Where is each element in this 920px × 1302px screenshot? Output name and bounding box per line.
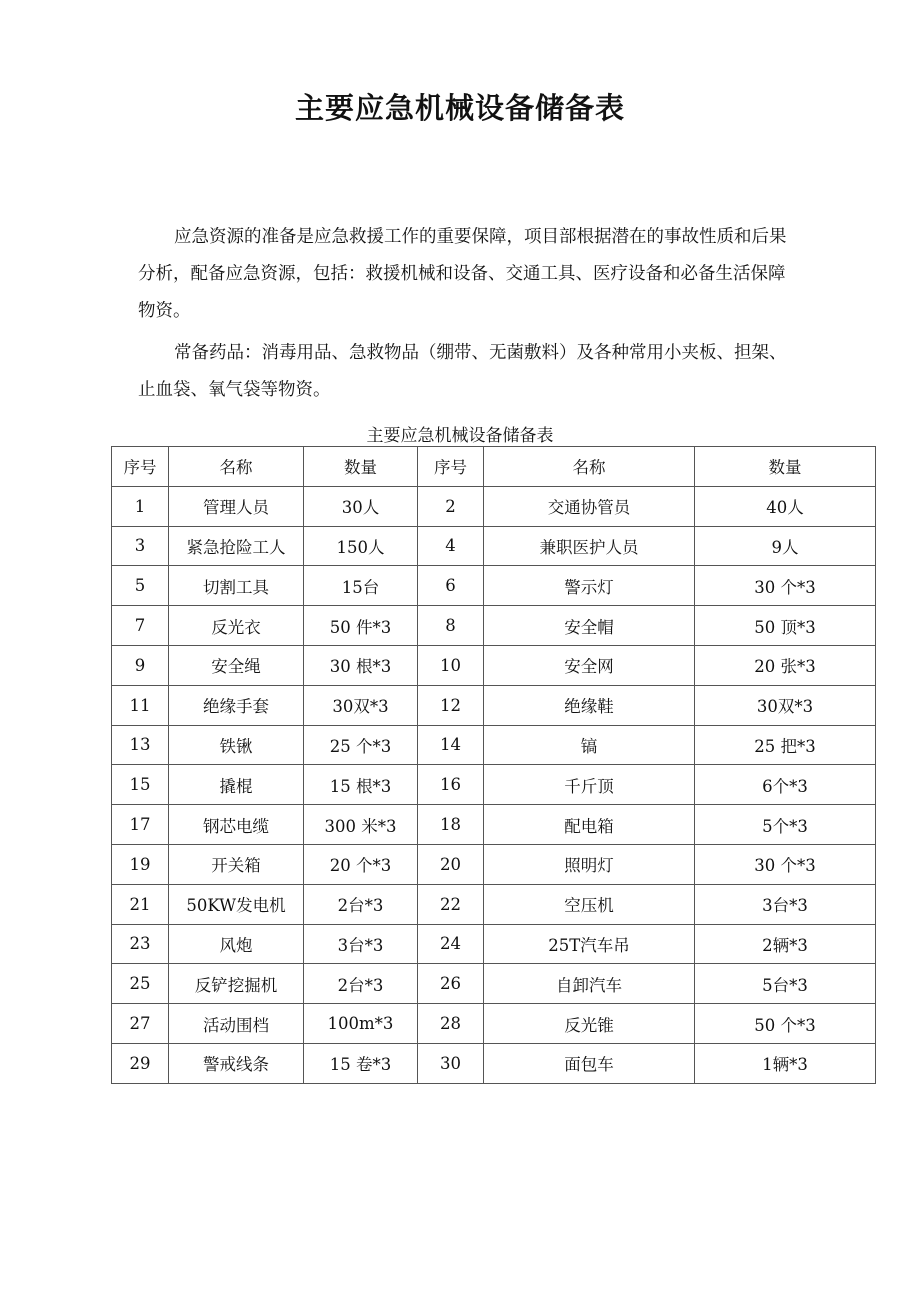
cell-quantity: 2台*3 bbox=[304, 884, 418, 924]
cell-index-2: 26 bbox=[418, 964, 484, 1004]
cell-index: 27 bbox=[112, 1004, 169, 1044]
cell-index: 13 bbox=[112, 725, 169, 765]
cell-quantity-2: 25 把*3 bbox=[695, 725, 876, 765]
cell-name-2: 25T汽车吊 bbox=[484, 924, 695, 964]
table-row bbox=[112, 645, 876, 685]
cell-name-2: 反光锥 bbox=[484, 1004, 695, 1044]
table-body bbox=[112, 447, 876, 1084]
cell-index: 15 bbox=[112, 765, 169, 805]
page-title: 主要应急机械设备储备表 bbox=[294, 91, 625, 125]
cell-quantity-2: 5个*3 bbox=[695, 805, 876, 845]
cell-quantity-2: 40人 bbox=[695, 486, 876, 526]
cell-index: 23 bbox=[112, 924, 169, 964]
cell-index-2: 8 bbox=[418, 606, 484, 646]
cell-quantity: 3台*3 bbox=[304, 924, 418, 964]
table-row bbox=[112, 606, 876, 646]
cell-index: 11 bbox=[112, 685, 169, 725]
cell-quantity-2: 6个*3 bbox=[695, 765, 876, 805]
table-caption: 主要应急机械设备储备表 bbox=[366, 426, 554, 446]
cell-name-2: 兼职医护人员 bbox=[484, 526, 695, 566]
table-row bbox=[112, 765, 876, 805]
cell-quantity: 20 个*3 bbox=[304, 844, 418, 884]
cell-name: 钢芯电缆 bbox=[169, 805, 304, 845]
cell-name-2: 空压机 bbox=[484, 884, 695, 924]
cell-index-2: 18 bbox=[418, 805, 484, 845]
cell-quantity: 300 米*3 bbox=[304, 805, 418, 845]
header-cell-quantity: 数量 bbox=[304, 447, 418, 487]
cell-name: 开关箱 bbox=[169, 844, 304, 884]
table-header-row bbox=[112, 447, 876, 487]
header-cell-index-2: 序号 bbox=[418, 447, 484, 487]
cell-quantity: 15台 bbox=[304, 566, 418, 606]
cell-index: 21 bbox=[112, 884, 169, 924]
cell-name-2: 警示灯 bbox=[484, 566, 695, 606]
table-row bbox=[112, 566, 876, 606]
cell-index-2: 30 bbox=[418, 1043, 484, 1083]
cell-name: 风炮 bbox=[169, 924, 304, 964]
cell-quantity-2: 50 顶*3 bbox=[695, 606, 876, 646]
cell-index: 19 bbox=[112, 844, 169, 884]
cell-quantity: 30人 bbox=[304, 486, 418, 526]
cell-quantity: 25 个*3 bbox=[304, 725, 418, 765]
table-row bbox=[112, 1004, 876, 1044]
cell-name: 反光衣 bbox=[169, 606, 304, 646]
cell-name: 活动围档 bbox=[169, 1004, 304, 1044]
cell-quantity: 100m*3 bbox=[304, 1004, 418, 1044]
table-row bbox=[112, 725, 876, 765]
table-row bbox=[112, 685, 876, 725]
cell-name: 警戒线条 bbox=[169, 1043, 304, 1083]
cell-index: 17 bbox=[112, 805, 169, 845]
table-row bbox=[112, 805, 876, 845]
header-cell-quantity-2: 数量 bbox=[695, 447, 876, 487]
cell-quantity: 2台*3 bbox=[304, 964, 418, 1004]
cell-quantity-2: 20 张*3 bbox=[695, 645, 876, 685]
cell-name: 安全绳 bbox=[169, 645, 304, 685]
cell-quantity-2: 5台*3 bbox=[695, 964, 876, 1004]
cell-quantity-2: 50 个*3 bbox=[695, 1004, 876, 1044]
cell-name: 绝缘手套 bbox=[169, 685, 304, 725]
cell-quantity-2: 30 个*3 bbox=[695, 844, 876, 884]
cell-name: 紧急抢险工人 bbox=[169, 526, 304, 566]
cell-quantity-2: 2辆*3 bbox=[695, 924, 876, 964]
cell-index: 3 bbox=[112, 526, 169, 566]
header-cell-name-2: 名称 bbox=[484, 447, 695, 487]
cell-name: 切割工具 bbox=[169, 566, 304, 606]
cell-name-2: 安全网 bbox=[484, 645, 695, 685]
cell-quantity: 15 根*3 bbox=[304, 765, 418, 805]
cell-name-2: 照明灯 bbox=[484, 844, 695, 884]
cell-index: 5 bbox=[112, 566, 169, 606]
table-row bbox=[112, 526, 876, 566]
cell-quantity-2: 30 个*3 bbox=[695, 566, 876, 606]
cell-index-2: 6 bbox=[418, 566, 484, 606]
cell-index: 25 bbox=[112, 964, 169, 1004]
cell-name-2: 配电箱 bbox=[484, 805, 695, 845]
cell-index: 9 bbox=[112, 645, 169, 685]
cell-index-2: 24 bbox=[418, 924, 484, 964]
intro-paragraph: 应急资源的准备是应急救援工作的重要保障，项目部根据潜在的事故性质和后果分析，配备应急资源，包括：救援机械和设备、交通工具、医疗设备和必备生活保障物资。 bbox=[138, 227, 787, 321]
cell-quantity-2: 9人 bbox=[695, 526, 876, 566]
cell-index-2: 20 bbox=[418, 844, 484, 884]
table-row bbox=[112, 1043, 876, 1083]
header-cell-name: 名称 bbox=[169, 447, 304, 487]
cell-name: 50KW发电机 bbox=[169, 884, 304, 924]
cell-index-2: 28 bbox=[418, 1004, 484, 1044]
cell-quantity-2: 30双*3 bbox=[695, 685, 876, 725]
cell-index-2: 16 bbox=[418, 765, 484, 805]
cell-quantity-2: 3台*3 bbox=[695, 884, 876, 924]
cell-index: 29 bbox=[112, 1043, 169, 1083]
cell-name-2: 千斤顶 bbox=[484, 765, 695, 805]
table-row bbox=[112, 884, 876, 924]
cell-index-2: 12 bbox=[418, 685, 484, 725]
cell-quantity: 15 卷*3 bbox=[304, 1043, 418, 1083]
cell-quantity: 30 根*3 bbox=[304, 645, 418, 685]
cell-quantity-2: 1辆*3 bbox=[695, 1043, 876, 1083]
cell-index-2: 14 bbox=[418, 725, 484, 765]
table-row bbox=[112, 964, 876, 1004]
cell-quantity: 50 件*3 bbox=[304, 606, 418, 646]
cell-index-2: 22 bbox=[418, 884, 484, 924]
cell-index: 7 bbox=[112, 606, 169, 646]
cell-name: 撬棍 bbox=[169, 765, 304, 805]
cell-index: 1 bbox=[112, 486, 169, 526]
table-row bbox=[112, 486, 876, 526]
cell-quantity: 150人 bbox=[304, 526, 418, 566]
cell-name: 铁锹 bbox=[169, 725, 304, 765]
cell-name-2: 安全帽 bbox=[484, 606, 695, 646]
cell-index-2: 2 bbox=[418, 486, 484, 526]
cell-name-2: 面包车 bbox=[484, 1043, 695, 1083]
cell-index-2: 4 bbox=[418, 526, 484, 566]
cell-name: 管理人员 bbox=[169, 486, 304, 526]
table-row bbox=[112, 844, 876, 884]
table-row bbox=[112, 924, 876, 964]
cell-name-2: 镐 bbox=[484, 725, 695, 765]
cell-name: 反铲挖掘机 bbox=[169, 964, 304, 1004]
cell-name-2: 交通协管员 bbox=[484, 486, 695, 526]
cell-index-2: 10 bbox=[418, 645, 484, 685]
equipment-table bbox=[111, 446, 876, 1084]
cell-quantity: 30双*3 bbox=[304, 685, 418, 725]
cell-name-2: 自卸汽车 bbox=[484, 964, 695, 1004]
header-cell-index: 序号 bbox=[112, 447, 169, 487]
cell-name-2: 绝缘鞋 bbox=[484, 685, 695, 725]
medicine-paragraph: 常备药品：消毒用品、急救物品（绷带、无菌敷料）及各种常用小夹板、担架、 止血袋、氧气袋等物资。 bbox=[138, 343, 787, 400]
